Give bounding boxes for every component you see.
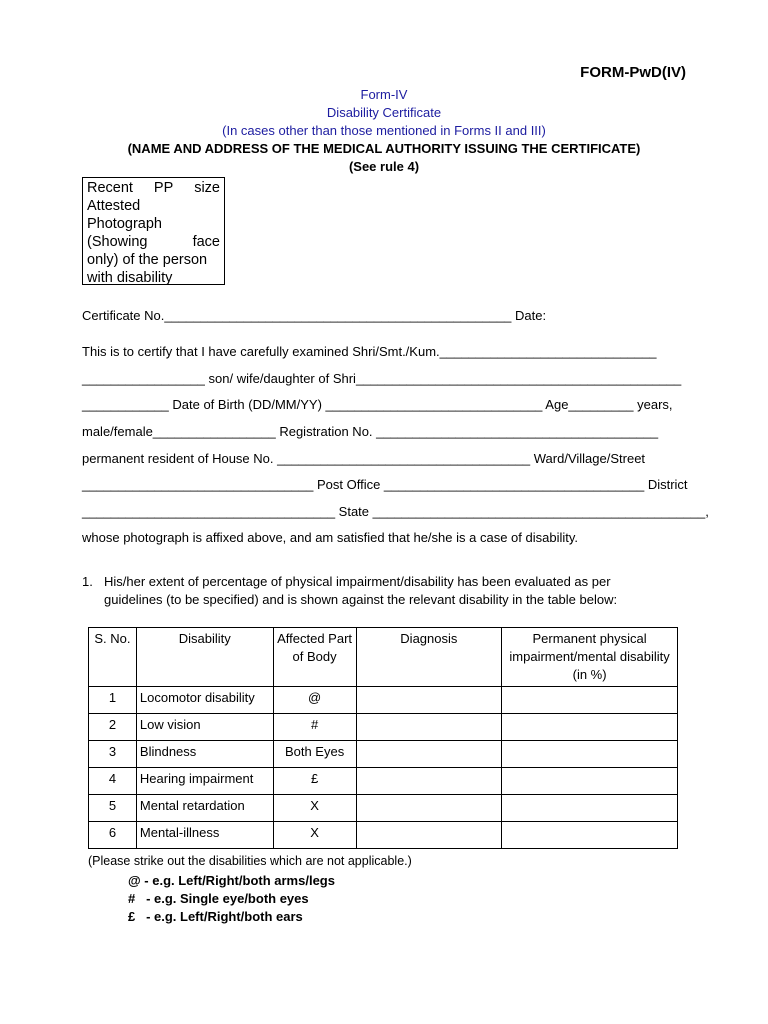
header-disability: Disability bbox=[136, 628, 273, 687]
cell-impairment-percent[interactable] bbox=[502, 714, 678, 741]
cell-sno: 6 bbox=[89, 822, 137, 849]
cell-sno: 5 bbox=[89, 795, 137, 822]
table-row bbox=[89, 795, 678, 822]
certificate-subtitle: (In cases other than those mentioned in Forms II and III) bbox=[222, 123, 546, 138]
cell-impairment-percent[interactable] bbox=[502, 687, 678, 714]
strike-out-note: (Please strike out the disabilities which are not applicable.) bbox=[88, 854, 412, 868]
legend-at: @ - e.g. Left/Right/both arms/legs bbox=[128, 873, 335, 888]
cell-sno: 1 bbox=[89, 687, 137, 714]
cell-affected-part: Both Eyes bbox=[273, 741, 356, 768]
cell-sno: 4 bbox=[89, 768, 137, 795]
disability-table bbox=[88, 627, 678, 849]
state-line: ___________________________________ State ______________________________________________, bbox=[82, 504, 709, 519]
photo-line: with disability bbox=[87, 270, 173, 286]
cell-disability: Locomotor disability bbox=[136, 687, 273, 714]
header-sno: S. No. bbox=[89, 628, 137, 687]
examined-name-line: This is to certify that I have carefully examined Shri/Smt./Kum.______________________________ bbox=[82, 344, 657, 359]
point-text: guidelines (to be specified) and is shown against the relevant disability in the table below: bbox=[104, 592, 618, 607]
photo-line: only) of the person bbox=[87, 252, 208, 268]
cell-disability: Hearing impairment bbox=[136, 768, 273, 795]
cell-disability: Low vision bbox=[136, 714, 273, 741]
satisfaction-line: whose photograph is affixed above, and am satisfied that he/she is a case of disability. bbox=[82, 530, 578, 545]
photo-line: Recent PP size bbox=[87, 180, 220, 196]
header-affected-part: Affected Part of Body bbox=[273, 628, 356, 687]
cell-impairment-percent[interactable] bbox=[502, 768, 678, 795]
cell-diagnosis[interactable] bbox=[356, 822, 502, 849]
post-office-line: ________________________________ Post Office ____________________________________ District bbox=[82, 477, 688, 492]
authority-heading: (NAME AND ADDRESS OF THE MEDICAL AUTHORITY ISSUING THE CERTIFICATE) bbox=[127, 141, 641, 156]
header-impairment-percent: Permanent physical impairment/mental disability (in %) bbox=[502, 628, 678, 687]
photo-line: Attested bbox=[87, 198, 141, 214]
point-text: His/her extent of percentage of physical impairment/disability has been evaluated as per bbox=[104, 574, 611, 589]
cell-disability: Mental retardation bbox=[136, 795, 273, 822]
cell-impairment-percent[interactable] bbox=[502, 822, 678, 849]
table-row bbox=[89, 714, 678, 741]
table-row bbox=[89, 768, 678, 795]
cell-disability: Blindness bbox=[136, 741, 273, 768]
cell-affected-part: # bbox=[273, 714, 356, 741]
point-1 bbox=[82, 573, 686, 609]
cell-diagnosis[interactable] bbox=[356, 741, 502, 768]
point-number: 1. bbox=[82, 574, 93, 589]
cell-diagnosis[interactable] bbox=[356, 714, 502, 741]
cell-diagnosis[interactable] bbox=[356, 768, 502, 795]
certificate-number-line: Certificate No.________________________________________________ Date: bbox=[82, 308, 547, 323]
photo-line: (Showing face bbox=[87, 234, 220, 250]
table-row bbox=[89, 687, 678, 714]
form-number: Form-IV bbox=[360, 87, 408, 102]
cell-sno: 2 bbox=[89, 714, 137, 741]
cell-affected-part: X bbox=[273, 795, 356, 822]
cell-impairment-percent[interactable] bbox=[502, 795, 678, 822]
residence-line: permanent resident of House No. ___________________________________ Ward/Village/Street bbox=[82, 451, 646, 466]
form-code: FORM-PwD(IV) bbox=[580, 64, 686, 81]
cell-sno: 3 bbox=[89, 741, 137, 768]
rule-reference: (See rule 4) bbox=[348, 159, 420, 174]
certificate-title: Disability Certificate bbox=[326, 105, 442, 120]
relation-line: _________________ son/ wife/daughter of Shri_____________________________________________ bbox=[82, 371, 682, 386]
cell-impairment-percent[interactable] bbox=[502, 741, 678, 768]
legend-pound: £ - e.g. Left/Right/both ears bbox=[128, 909, 303, 924]
photo-line: Photograph bbox=[87, 216, 162, 232]
cell-diagnosis[interactable] bbox=[356, 795, 502, 822]
header-diagnosis: Diagnosis bbox=[356, 628, 502, 687]
photo-placeholder bbox=[82, 177, 225, 285]
cell-affected-part: @ bbox=[273, 687, 356, 714]
cell-affected-part: X bbox=[273, 822, 356, 849]
gender-registration-line: male/female_________________ Registration No. _______________________________________ bbox=[82, 424, 659, 439]
table-row bbox=[89, 741, 678, 768]
table-header-row bbox=[89, 628, 678, 687]
cell-affected-part: £ bbox=[273, 768, 356, 795]
dob-age-line: ____________ Date of Birth (DD/MM/YY) ______________________________ Age_________ years, bbox=[82, 397, 673, 412]
table-row bbox=[89, 822, 678, 849]
cell-diagnosis[interactable] bbox=[356, 687, 502, 714]
legend-hash: # - e.g. Single eye/both eyes bbox=[128, 891, 309, 906]
cell-disability: Mental-illness bbox=[136, 822, 273, 849]
